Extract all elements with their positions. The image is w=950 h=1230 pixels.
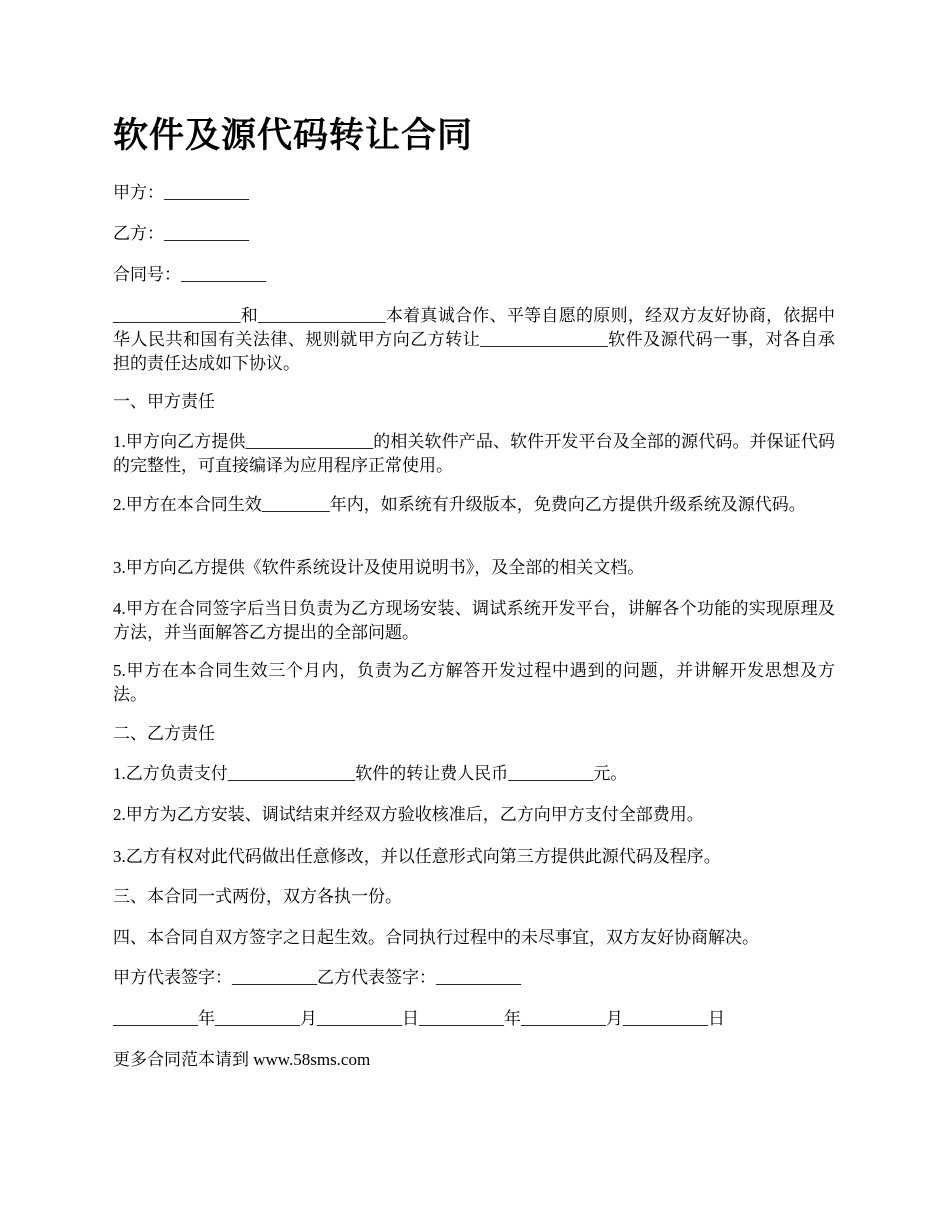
section-2-item-3: 3.乙方有权对此代码做出任意修改，并以任意形式向第三方提供此源代码及程序。 xyxy=(113,847,721,866)
party-b-line: 乙方：__________ xyxy=(113,224,249,243)
section-1-item-4: 4.甲方在合同签字后当日负责为乙方现场安装、调试系统开发平台，讲解各个功能的实现原理及方法，并当面解答乙方提出的全部问题。 xyxy=(113,599,835,642)
section-1-item-2: 2.甲方在本合同生效________年内，如系统有升级版本，免费向乙方提供升级系统及源代码。 xyxy=(113,495,806,514)
section-1-item-1: 1.甲方向乙方提供_______________的相关软件产品、软件开发平台及全部的源代码。并保证代码的完整性，可直接编译为应用程序正常使用。 xyxy=(113,432,835,475)
section-4-text: 四、本合同自双方签字之日起生效。合同执行过程中的未尽事宜，双方友好协商解决。 xyxy=(113,928,759,947)
section-1-heading: 一、甲方责任 xyxy=(113,392,215,411)
section-2-item-2: 2.甲方为乙方安装、调试结束并经双方验收核准后，乙方向甲方支付全部费用。 xyxy=(113,805,704,824)
signature-line: 甲方代表签字：__________乙方代表签字：__________ xyxy=(113,968,521,987)
section-2-heading: 二、乙方责任 xyxy=(113,724,215,743)
section-2-item-1: 1.乙方负责支付_______________软件的转让费人民币__________元。 xyxy=(113,764,628,783)
footer-link-text: 更多合同范本请到 www.58sms.com xyxy=(113,1050,371,1069)
contract-number-line: 合同号：__________ xyxy=(113,265,266,284)
section-3-text: 三、本合同一式两份，双方各执一份。 xyxy=(113,887,402,906)
date-line: __________年__________月__________日__________年__________月__________日 xyxy=(113,1009,725,1028)
party-a-line: 甲方：__________ xyxy=(113,183,249,202)
document-title: 软件及源代码转让合同 xyxy=(113,115,474,156)
intro-paragraph: _______________和_______________本着真诚合作、平等自愿的原则，经双方友好协商，依据中华人民共和国有关法律、规则就甲方向乙方转让_______________软件及源代码一事，对各自承担的责任达成如下协议。 xyxy=(113,306,835,373)
section-1-item-5: 5.甲方在本合同生效三个月内，负责为乙方解答开发过程中遇到的问题，并讲解开发思想及方法。 xyxy=(113,661,835,704)
section-1-item-3: 3.甲方向乙方提供《软件系统设计及使用说明书》，及全部的相关文档。 xyxy=(113,558,645,577)
